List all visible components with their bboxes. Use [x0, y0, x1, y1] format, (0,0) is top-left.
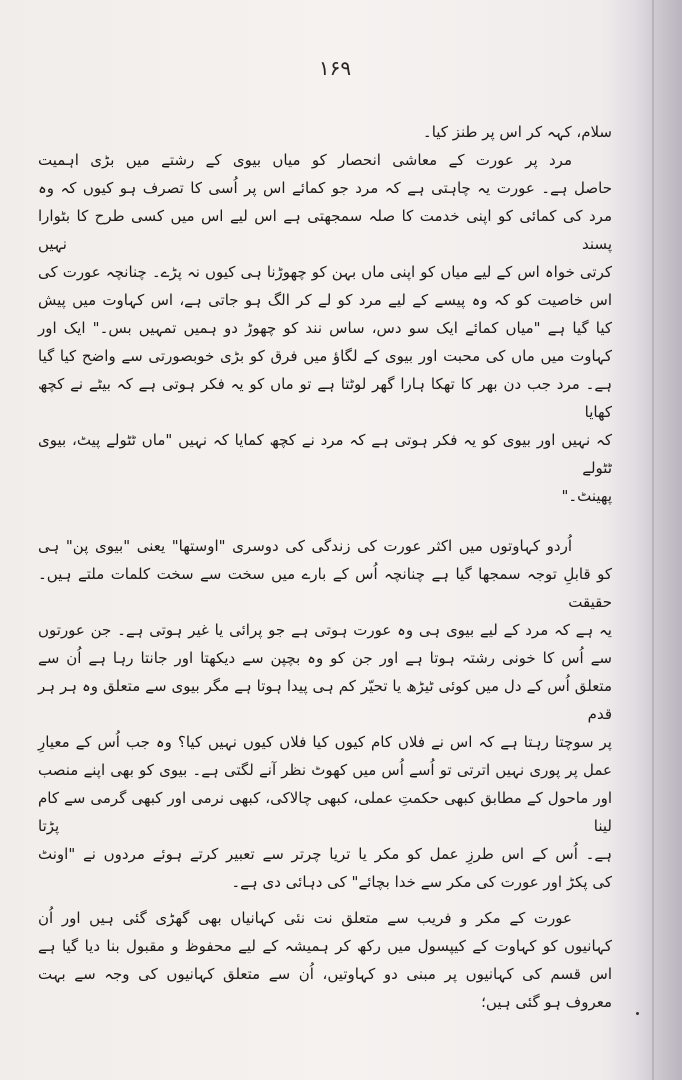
paragraph-3: [38, 904, 612, 1016]
paragraph-1: [38, 146, 612, 510]
text-line: کہ نہیں اور بیوی کو یہ فکر ہوتی ہے کہ مرد نے کچھ کمایا کہ نہیں "ماں ٹٹولے پیٹ، بیوی ٹٹولے: [38, 431, 612, 477]
paragraph-2: [38, 532, 612, 896]
text-line: مرد پر عورت کے معاشی انحصار کو میاں بیوی کے رشتے میں بڑی اہمیت: [38, 151, 572, 169]
text-line: کہاوت میں ماں کی محبت اور بیوی کے لگاؤ میں فرق کو بڑی خوبصورتی سے واضح کیا گیا: [38, 347, 612, 365]
ink-speck: [636, 1012, 639, 1015]
text-line: سے اُس کا خونی رشتہ ہوتا ہے اور جن کو وہ بچپن سے دیکھتا اور جانتا رہا ہے اُن سے: [38, 649, 612, 667]
text-line: پر سوچتا رہتا ہے کہ اس نے فلاں کام کیوں کیا فلاں کیوں نہیں کیا؟ وہ جب اُس کے معیارِ: [38, 733, 612, 751]
text-line: کہانیوں کو کہاوت کے کیپسول میں رکھ کر ہمیشہ کے لیے محفوظ و مقبول بنا دیا گیا ہے: [38, 937, 612, 955]
text-line: کیا گیا ہے "میاں کمائے ایک سو دس، ساس نند کو چھوڑ دو ہمیں تمہیں بس۔" ایک اور: [38, 319, 612, 337]
text-line: کرتی خواہ اس کے لیے میاں کو اپنی ماں بہن کو چھوڑنا ہی کیوں نہ پڑے۔ چنانچہ عورت کی: [38, 263, 612, 281]
text-line: پھینٹ۔": [561, 487, 612, 505]
text-line: معروف ہو گئی ہیں؛: [481, 993, 612, 1011]
text-line: عورت کے مکر و فریب سے متعلق نت نئی کہانیاں بھی گھڑی گئی ہیں اور اُن: [38, 909, 572, 927]
text-line: اُردو کہاوتوں میں اکثر عورت کی زندگی کی دوسری "اوستھا" یعنی "بیوی پن" ہی: [38, 537, 572, 555]
text-line: کی پکڑ اور عورت کی مکر سے خدا بچائے" کی دہائی دی ہے۔: [231, 873, 612, 891]
page-number: ۱۶۹: [318, 56, 352, 80]
text-line: ہے۔ اُس کے اس طرزِ عمل کو مکر یا تریا چرتر سے تعبیر کرتے ہوئے مردوں نے "اونٹ: [38, 845, 612, 863]
text-line: متعلق اُس کے دل میں کوئی ٹیڑھ یا تحیّر کم ہی پیدا ہوتا ہے مگر بیوی سے متعلق وہ ہر ہر قدم: [38, 677, 612, 723]
text-line: عمل پر پوری نہیں اترتی تو اُسے اُس میں کھوٹ نظر آنے لگتی ہے۔ بیوی کو بھی اپنے منصب: [38, 761, 612, 779]
text-line: مرد کی کمائی کو اپنی خدمت کا صلہ سمجھتی ہے اس لیے اس میں کسی طرح کا بٹوارا پسند نہیں: [38, 207, 612, 253]
text-line: اس خاصیت کو کہ وہ پیسے کے لیے مرد کو لے کر الگ ہو جاتی ہے، اس کہاوت میں پیش: [38, 291, 612, 309]
page-body: [38, 118, 612, 1016]
text-line: سلام، کہہ کر اس پر طنز کیا۔: [422, 123, 612, 141]
text-line: اس قسم کی کہانیوں پر مبنی دو کہاوتیں، اُن سے متعلق کہانیوں کی وجہ سے بہت: [38, 965, 612, 983]
text-line: کو قابلِ توجہ سمجھا گیا ہے چنانچہ اُس کے بارے میں سخت سے سخت کلمات ملتے ہیں۔ حقیقت: [38, 565, 612, 611]
text-line: حاصل ہے۔ عورت یہ چاہتی ہے کہ مرد جو کمائے اس پر اُسی کا تصرف ہو کیوں کہ وہ: [38, 179, 612, 197]
text-line: ہے۔ مرد جب دن بھر کا تھکا ہارا گھر لوٹتا ہے تو ماں کو یہ فکر ہوتی ہے کہ بیٹے نے کچھ کھایا: [38, 375, 612, 421]
text-line: اور ماحول کے مطابق کبھی حکمتِ عملی، کبھی چالاکی، کبھی نرمی اور کبھی گرمی سے کام لینا پڑتا: [38, 789, 612, 835]
page-binding-edge: [652, 0, 654, 1080]
text-line: یہ ہے کہ مرد کے لیے بیوی ہی وہ عورت ہوتی ہے جو پرائی یا غیر ہوتی ہے۔ جن عورتوں: [38, 621, 612, 639]
